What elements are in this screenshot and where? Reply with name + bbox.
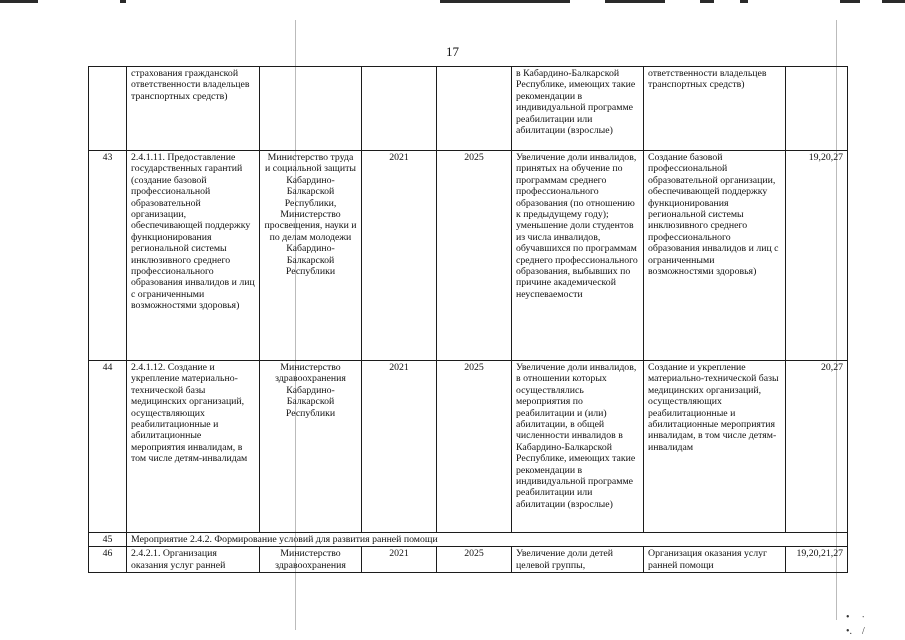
scan-mark <box>120 0 126 3</box>
executor: Министерство труда и социальной защиты Кабардино-Балкарской Республики, Министерство просвещения, науки и по делам молодежи Кабардино-Балкарской Республики <box>260 151 362 361</box>
indicators <box>786 67 848 151</box>
scan-mark <box>840 0 860 3</box>
executor: Министерство здравоохранения Кабардино-Балкарской Республики <box>260 361 362 533</box>
scan-mark <box>440 0 570 3</box>
scan-mark <box>0 0 38 3</box>
row-number: 44 <box>89 361 127 533</box>
table-row <box>89 361 848 533</box>
scan-mark <box>605 0 665 3</box>
executor <box>260 67 362 151</box>
executor: Министерство здравоохранения <box>260 547 362 573</box>
event-name: 2.4.2.1. Организация оказания услуг ранней <box>127 547 260 573</box>
end-year: 2025 <box>437 361 512 533</box>
indicators: 19,20,27 <box>786 151 848 361</box>
expected-result: Увеличение доли детей целевой группы, <box>512 547 644 573</box>
program-table <box>88 66 848 573</box>
section-title: Мероприятие 2.4.2. Формирование условий для развития ранней помощи <box>127 533 848 547</box>
start-year: 2021 <box>362 547 437 573</box>
scan-mark <box>882 0 905 3</box>
scan-mark <box>740 0 748 3</box>
main-direction: ответственности владельцев транспортных средств) <box>644 67 786 151</box>
table-row <box>89 151 848 361</box>
start-year <box>362 67 437 151</box>
row-number: 45 <box>89 533 127 547</box>
section-row <box>89 533 848 547</box>
expected-result: Увеличение доли инвалидов, принятых на обучение по программам среднего профессионального образования (по отношению к предыдущему году); уменьшение доли студентов из числа инвалидов, обучавшихся по программам среднего профессионального образования, выбывших по причине академической неуспеваемости <box>512 151 644 361</box>
indicators: 20,27 <box>786 361 848 533</box>
row-number <box>89 67 127 151</box>
end-year: 2025 <box>437 547 512 573</box>
scan-mark <box>700 0 714 3</box>
row-number: 46 <box>89 547 127 573</box>
start-year: 2021 <box>362 151 437 361</box>
event-name: 2.4.1.12. Создание и укрепление материально-технической базы медицинских организаций, осуществляющих реабилитационные и абилитационные мероприятия инвалидам, в том числе детям-инвалидам <box>127 361 260 533</box>
end-year: 2025 <box>437 151 512 361</box>
table-row <box>89 547 848 573</box>
page-number: 17 <box>446 44 459 59</box>
indicators: 19,20,21,27 <box>786 547 848 573</box>
main-direction: Создание и укрепление материально-технической базы медицинских организаций, осуществляющих реабилитационные и абилитационные мероприятия инвалидам, в том числе детям-инвалидам <box>644 361 786 533</box>
expected-result: Увеличение доли инвалидов, в отношении которых осуществлялись мероприятия по реабилитации и (или) абилитации, в общей численности инвалидов в Кабардино-Балкарской Республике, имеющих такие рекомендации в индивидуальной программе реабилитации или абилитации (взрослые) <box>512 361 644 533</box>
table-row <box>89 67 848 151</box>
scan-artifact: •. / <box>846 626 865 637</box>
row-number: 43 <box>89 151 127 361</box>
end-year <box>437 67 512 151</box>
event-name: 2.4.1.11. Предоставление государственных гарантий (создание базовой профессиональной образовательной организации, обеспечивающей поддержку функционирования региональной системы инклюзивного среднего профессионального образования инвалидов и лиц с ограниченными возможностями здоровья) <box>127 151 260 361</box>
expected-result: в Кабардино-Балкарской Республике, имеющих такие рекомендации в индивидуальной программе реабилитации или абилитации (взрослые) <box>512 67 644 151</box>
scan-artifact: • ∙ <box>846 612 865 623</box>
event-name: страхования гражданской ответственности владельцев транспортных средств) <box>127 67 260 151</box>
main-direction: Организация оказания услуг ранней помощи <box>644 547 786 573</box>
main-direction: Создание базовой профессиональной образовательной организации, обеспечивающей поддержку функционирования региональной системы инклюзивного среднего профессионального образования инвалидов и лиц с ограниченными возможностями здоровья) <box>644 151 786 361</box>
start-year: 2021 <box>362 361 437 533</box>
